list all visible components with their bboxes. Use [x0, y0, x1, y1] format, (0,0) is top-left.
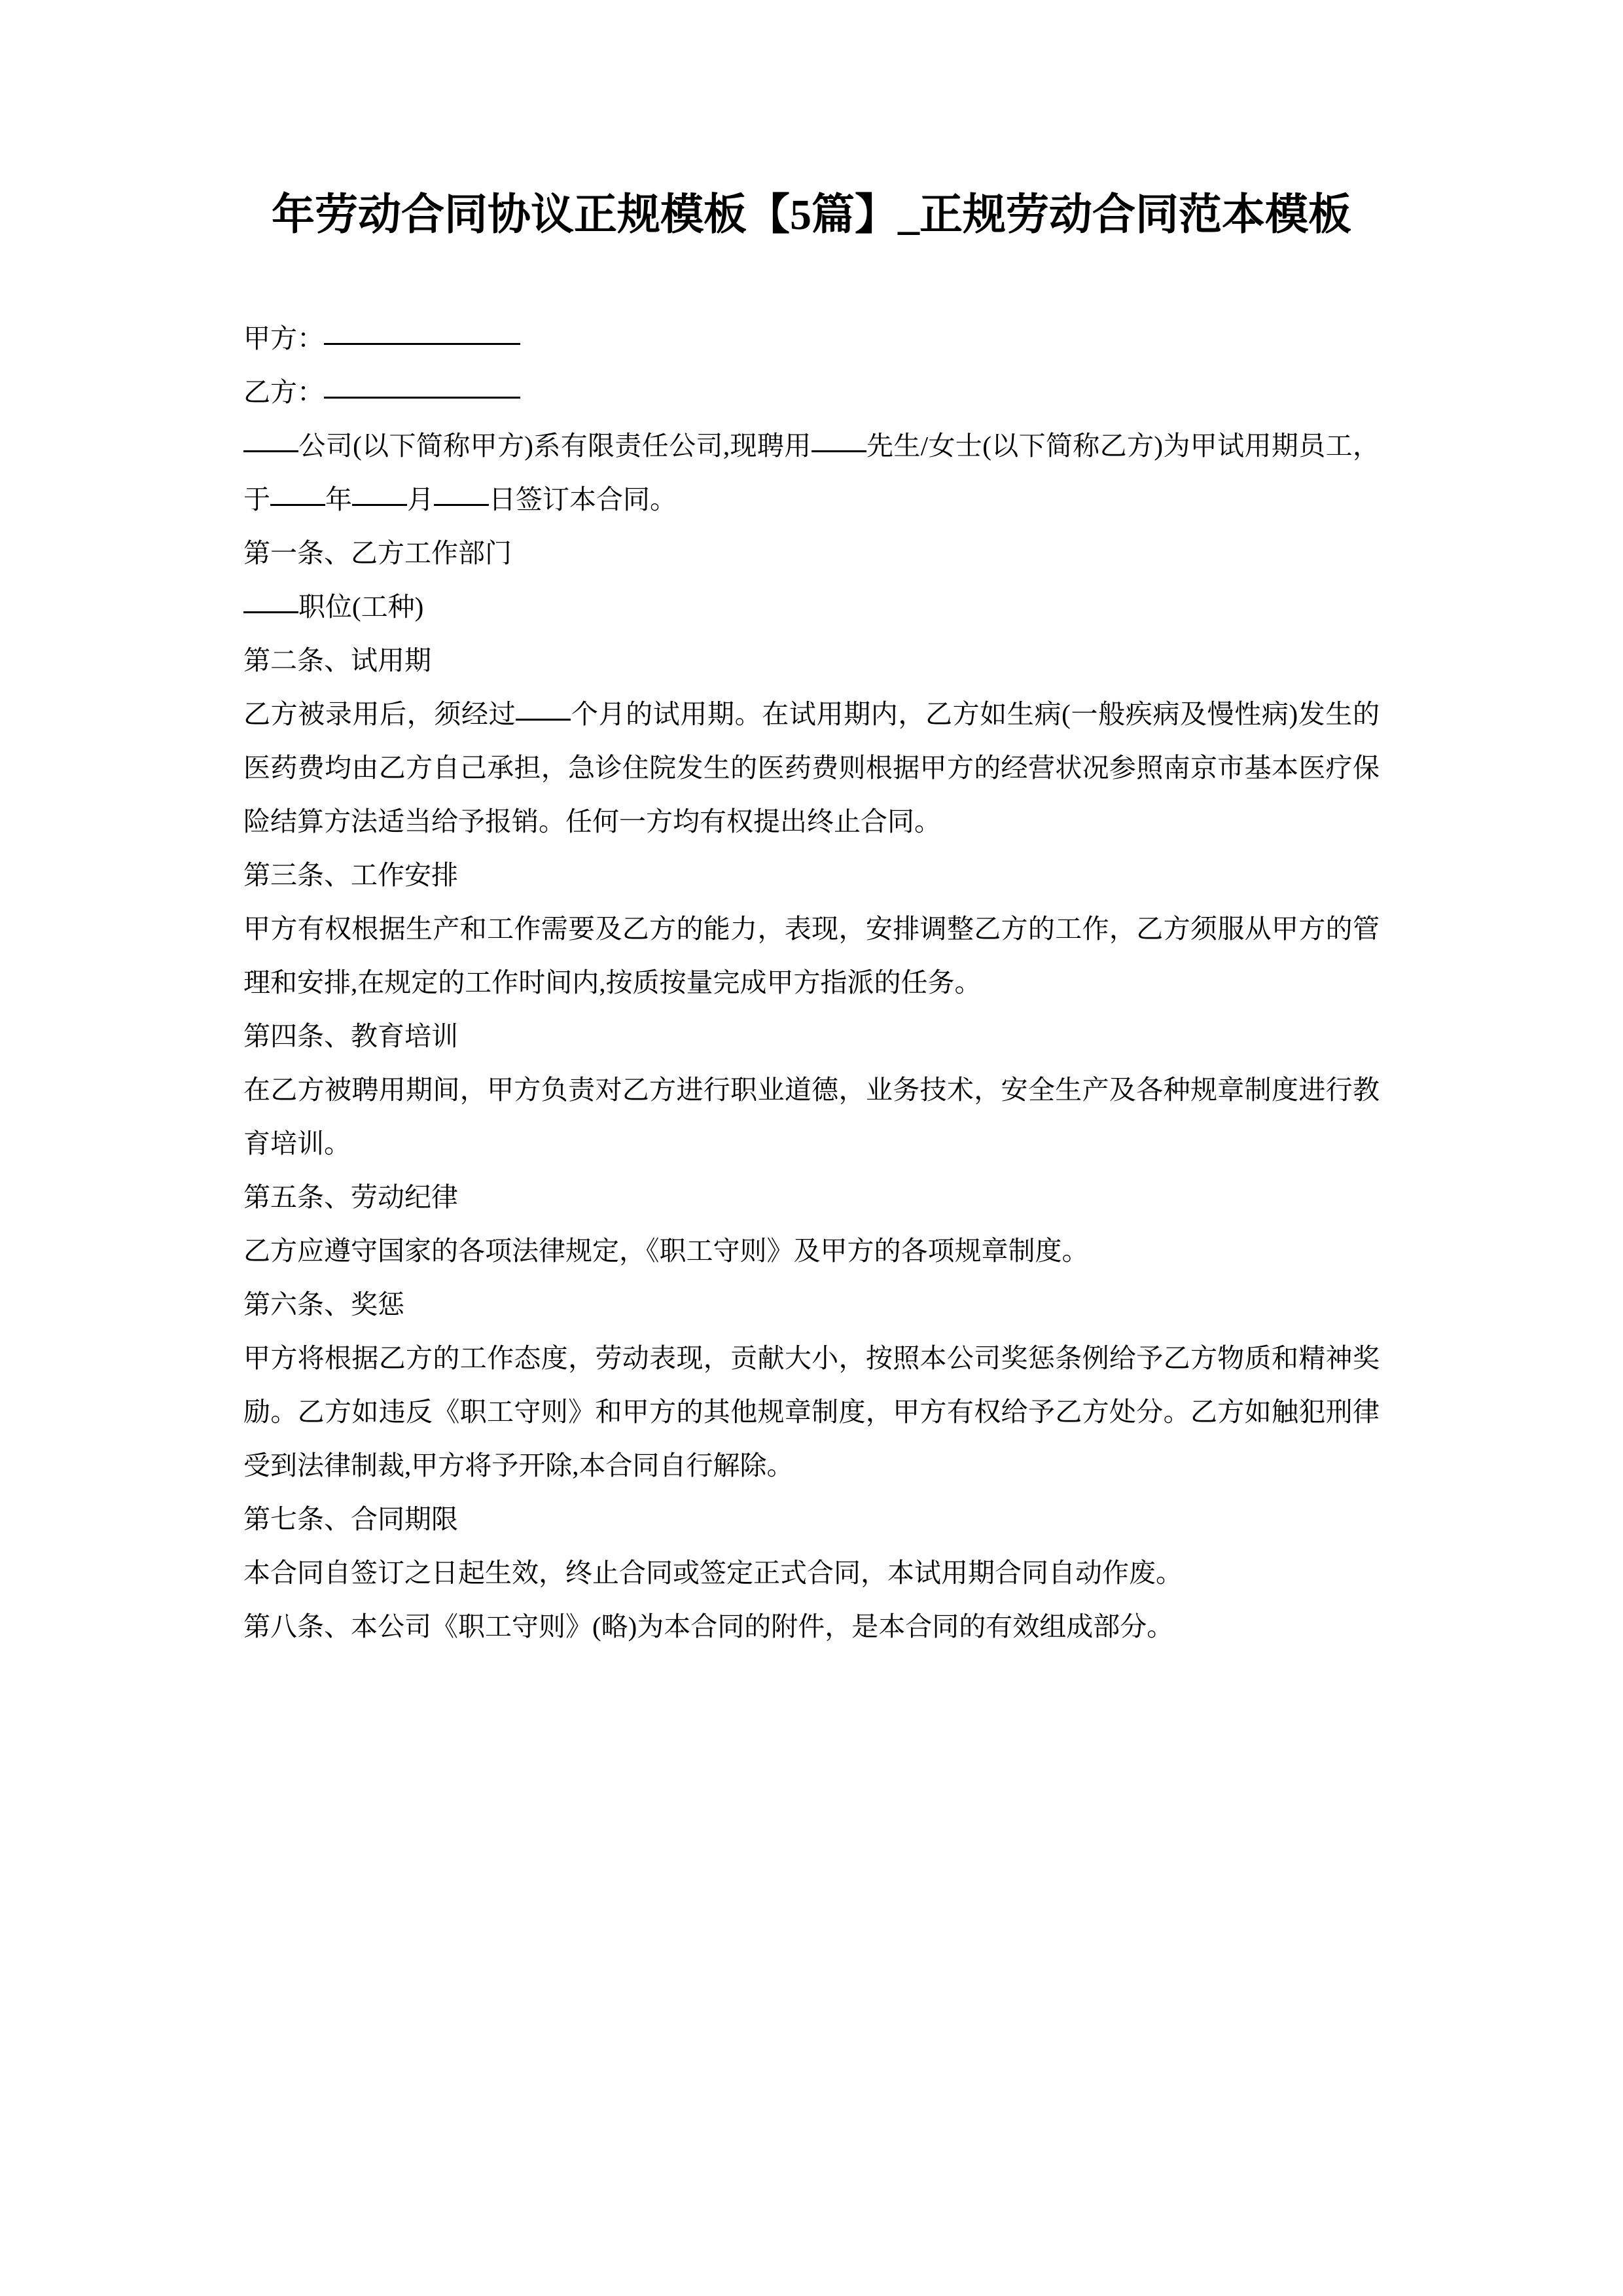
party-b-blank[interactable] — [324, 397, 520, 399]
preamble-paragraph — [243, 419, 1380, 526]
preamble-text-1: 公司(以下简称甲方)系有限责任公司,现聘用 — [298, 430, 812, 461]
article-8-heading: 第八条、本公司《职工守则》(略)为本合同的附件，是本合同的有效组成部分。 — [243, 1611, 1174, 1641]
article-5-heading: 第五条、劳动纪律 — [243, 1181, 458, 1212]
article-2-body — [243, 687, 1380, 848]
article-4-body: 在乙方被聘用期间，甲方负责对乙方进行职业道德，业务技术，安全生产及各种规章制度进行教育培训。 — [243, 1074, 1380, 1158]
party-a-blank[interactable] — [324, 343, 520, 345]
sign-day-blank[interactable] — [434, 504, 489, 506]
probation-months-blank[interactable] — [516, 719, 571, 721]
article-5-body: 乙方应遵守国家的各项法律规定，《职工守则》及甲方的各项规章制度。 — [243, 1235, 1089, 1266]
article-6-body: 甲方将根据乙方的工作态度，劳动表现，贡献大小，按照本公司奖惩条例给予乙方物质和精神奖励。乙方如违反《职工守则》和甲方的其他规章制度，甲方有权给予乙方处分。乙方如触犯刑律受到法律制裁,甲方将予开除,本合同自行解除。 — [243, 1342, 1380, 1480]
company-name-blank[interactable] — [243, 450, 298, 452]
sign-year-blank[interactable] — [270, 504, 325, 506]
article-3-body: 甲方有权根据生产和工作需要及乙方的能力，表现，安排调整乙方的工作，乙方须服从甲方的管理和安排,在规定的工作时间内,按质按量完成甲方指派的任务。 — [243, 913, 1380, 997]
preamble-month-label: 月 — [407, 484, 434, 514]
sign-month-blank[interactable] — [352, 504, 407, 506]
article-6-heading: 第六条、奖惩 — [243, 1289, 404, 1319]
preamble-text-2: 先生/女士(以下简称乙方) — [866, 430, 1164, 461]
article-7-body: 本合同自签订之日起生效，终止合同或签定正式合同，本试用期合同自动作废。 — [243, 1557, 1183, 1588]
article-4-heading: 第四条、教育培训 — [243, 1020, 458, 1051]
article-2-heading: 第二条、试用期 — [243, 645, 431, 675]
preamble-day-label: 日签订本合同。 — [489, 484, 677, 514]
document-content — [243, 0, 1380, 1653]
article-1-body — [243, 580, 1380, 634]
page-title: 年劳动合同协议正规模板【5篇】_正规劳动合同范本模板 — [272, 191, 1351, 239]
article-1-heading: 第一条、乙方工作部门 — [243, 537, 512, 568]
party-a-line — [243, 312, 1380, 365]
article-2-body-text-b: 个月的试用期。在试用期内，乙方如生病(一般疾病及慢性病)发生的医药费均由乙方自己承担，急诊住院发生的医药费则根据甲方的经营状况参照南京市基本医疗保险结算方法适当给予报销。任何一方均有权提出终止合同。 — [243, 698, 1380, 836]
preamble-text-3: 为甲试用期员工，于 — [243, 430, 1380, 514]
employee-name-blank[interactable] — [812, 450, 866, 452]
article-2-body-text-a: 乙方被录用后，须经过 — [243, 698, 516, 729]
preamble-year-label: 年 — [325, 484, 352, 514]
position-blank[interactable] — [243, 611, 298, 613]
party-a-label: 甲方： — [243, 323, 324, 353]
article-1-body-text: 职位(工种) — [298, 591, 424, 622]
article-3-heading: 第三条、工作安排 — [243, 859, 458, 890]
party-b-label: 乙方： — [243, 376, 324, 407]
article-7-heading: 第七条、合同期限 — [243, 1503, 458, 1534]
contract-body — [243, 312, 1380, 1653]
party-b-line — [243, 365, 1380, 419]
